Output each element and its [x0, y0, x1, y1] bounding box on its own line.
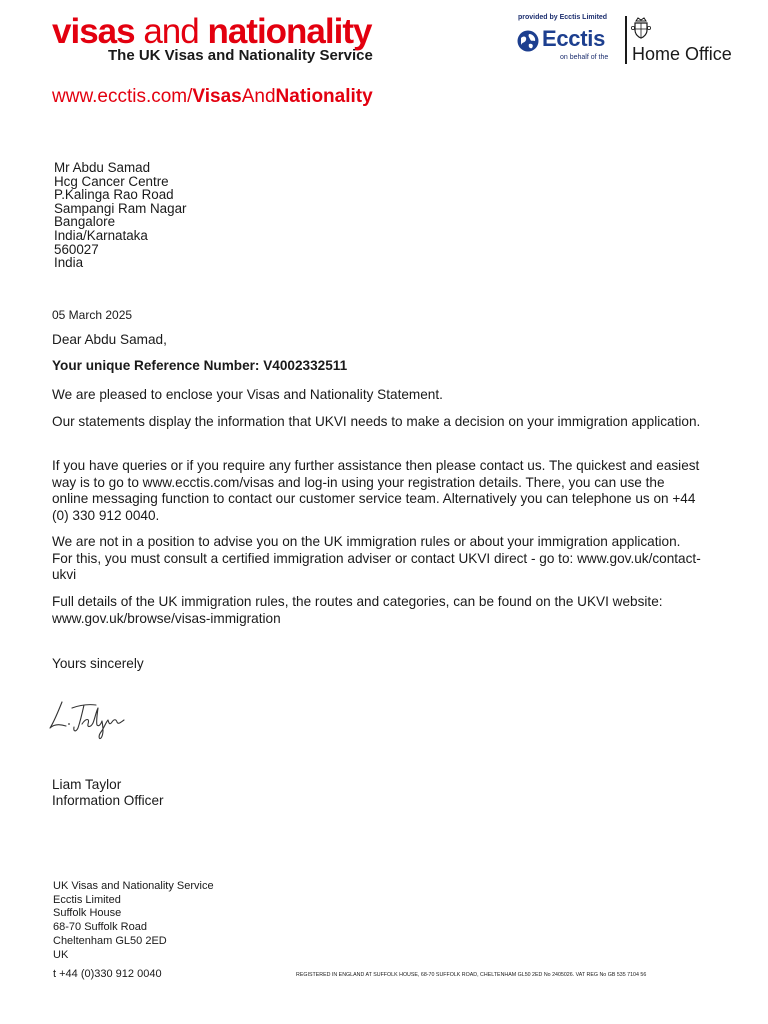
- signer-title: Information Officer: [52, 793, 164, 808]
- address-line: Sampangi Ram Nagar: [54, 200, 187, 216]
- url-part-and: And: [241, 86, 276, 107]
- ecctis-logo: [512, 14, 622, 64]
- address-line: Bangalore: [54, 214, 116, 230]
- footer-address-line: Ecctis Limited: [53, 893, 121, 906]
- brand-subtitle: The UK Visas and Nationality Service: [108, 47, 373, 64]
- letter-date: 05 March 2025: [52, 308, 133, 322]
- home-office-name: Home Office: [632, 44, 732, 64]
- address-line: India/Karnataka: [54, 227, 148, 243]
- brand-title-part-and: and: [134, 12, 208, 51]
- footer-phone: t +44 (0)330 912 0040: [53, 968, 162, 980]
- address-line: Hcg Cancer Centre: [54, 173, 169, 189]
- footer-address-line: 68-70 Suffolk Road: [53, 921, 147, 934]
- footer-registration: REGISTERED IN ENGLAND AT SUFFOLK HOUSE, 68-70 SUFFOLK ROAD, CHELTENHAM GL50 2ED No 2405026. VAT REG No GB 535 7104 56: [296, 972, 647, 978]
- address-line: P.Kalinga Rao Road: [54, 187, 174, 203]
- ecctis-globe-icon: [516, 29, 540, 53]
- body-paragraph: Full details of the UK immigration rules, the routes and categories, can be found on the UKVI website: www.gov.uk/browse/visas-immigration: [52, 594, 663, 626]
- brand-title: [52, 12, 371, 52]
- ecctis-name: Ecctis: [542, 26, 606, 51]
- brand-title-part-nationality: nationality: [207, 12, 372, 51]
- url-prefix: www.ecctis.com/: [52, 86, 193, 107]
- salutation: Dear Abdu Samad,: [52, 332, 167, 347]
- footer-address-line: Suffolk House: [53, 907, 122, 920]
- reference-number: Your unique Reference Number: V4002332511: [52, 358, 348, 373]
- signature-image: [44, 694, 144, 742]
- logo-divider: [625, 16, 627, 64]
- brand-title-part-visas: visas: [52, 12, 135, 51]
- brand-url-link[interactable]: [52, 85, 373, 109]
- recipient-address: [54, 161, 186, 270]
- footer-address-line: UK: [53, 948, 69, 961]
- body-paragraph: Our statements display the information that UKVI needs to make a decision on your immigration application.: [52, 414, 701, 429]
- footer-address-line: UK Visas and Nationality Service: [53, 880, 214, 892]
- footer-address-line: Cheltenham GL50 2ED: [53, 934, 167, 947]
- signer-name: Liam Taylor: [52, 777, 122, 792]
- on-behalf-text: on behalf of the: [560, 54, 609, 61]
- url-part-visas: Visas: [192, 86, 242, 107]
- address-line: India: [54, 255, 84, 271]
- body-paragraph: We are pleased to enclose your Visas and Nationality Statement.: [52, 387, 443, 402]
- url-part-nationality: Nationality: [275, 86, 373, 107]
- closing: Yours sincerely: [52, 656, 144, 671]
- address-line: 560027: [54, 241, 99, 257]
- footer-address: [53, 880, 214, 962]
- body-paragraph: We are not in a position to advise you on the UK immigration rules or about your immigration application. For this, you must consult a certified immigration adviser or contact UKVI direct - go to: www.gov.uk/contact-ukvi: [52, 534, 701, 582]
- body-paragraph: If you have queries or if you require any further assistance then please contact us. The quickest and easiest way is to go to www.ecctis.com/visas and log-in using your registration details. There, you can use the online messaging function to contact our customer service team. Alternatively you can telephone us on +44 (0) 330 912 0040.: [52, 458, 700, 523]
- provided-by-text: provided by Ecctis Limited: [518, 14, 608, 21]
- royal-crest-icon: [630, 16, 652, 42]
- address-line: Mr Abdu Samad: [54, 160, 151, 175]
